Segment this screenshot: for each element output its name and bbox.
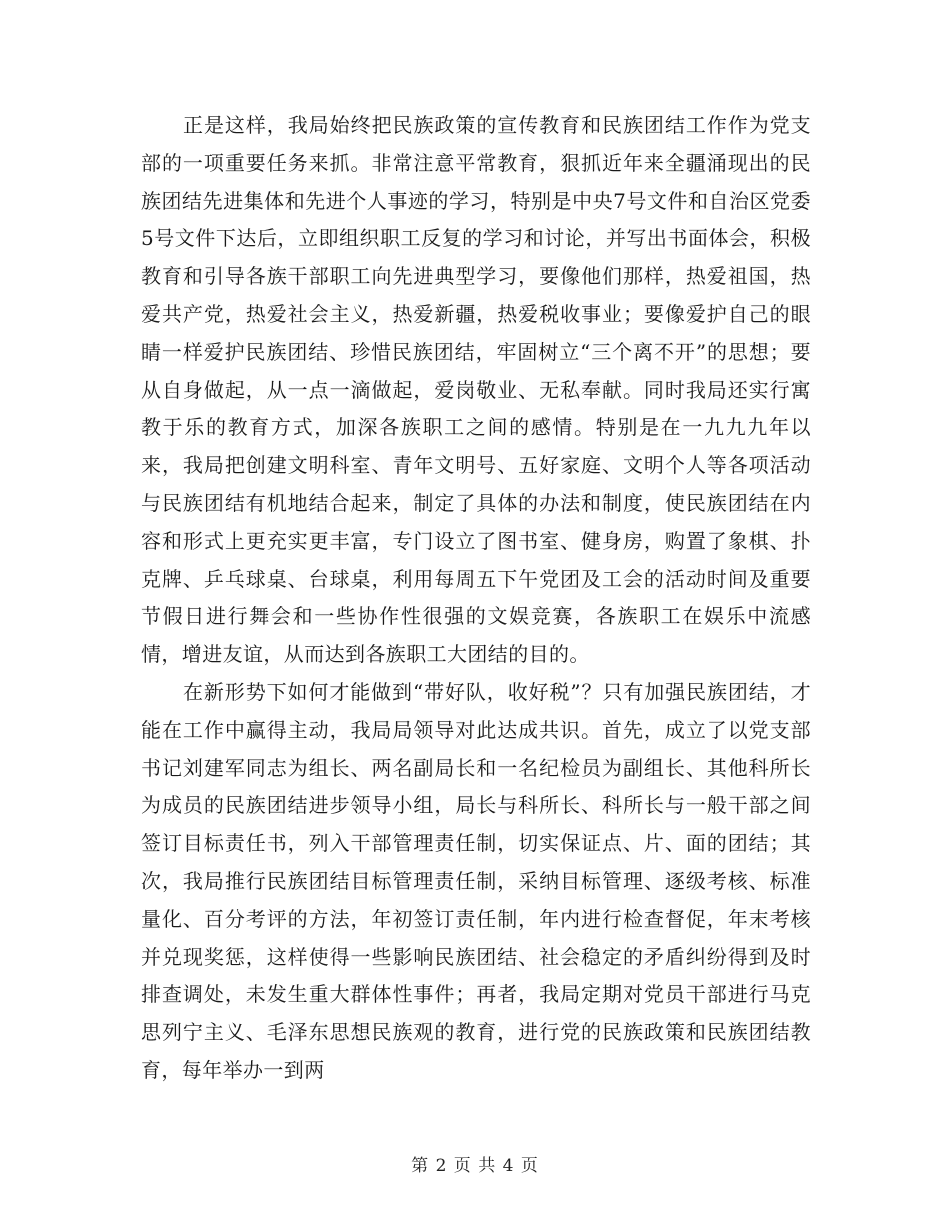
body-paragraph: 在新形势下如何才能做到“带好队，收好税”？只有加强民族团结，才能在工作中赢得主动，我局局领导对此达成共识。首先，成立了以党支部书记刘建军同志为组长、两名副局长和一名纪检员为副组长、其他科所长为成员的民族团结进步领导小组，局长与科所长、科所长与一般干部之间签订目标责任书，列入干部管理责任制，切实保证点、片、面的团结；其次，我局推行民族团结目标管理责任制，采纳目标管理、逐级考核、标准量化、百分考评的方法，年初签订责任制，年内进行检查督促，年末考核并兑现奖惩，这样使得一些影响民族团结、社会稳定的矛盾纠纷得到及时排查调处，未发生重大群体性事件；再者，我局定期对党员干部进行马克思列宁主义、毛泽东思想民族观的教育，进行党的民族政策和民族团结教育，每年举办一到两 bbox=[141, 679, 811, 1082]
page-number-footer: 第 2 页 共 4 页 bbox=[411, 1156, 539, 1176]
body-paragraph: 正是这样，我局始终把民族政策的宣传教育和民族团结工作作为党支部的一项重要任务来抓。非常注意平常教育，狠抓近年来全疆涌现出的民族团结先进集体和先进个人事迹的学习，特别是中央7号文件和自治区党委5号文件下达后，立即组织职工反复的学习和讨论，并写出书面体会，积极教育和引导各族干部职工向先进典型学习，要像他们那样，热爱祖国，热爱共产党，热爱社会主义，热爱新疆，热爱税收事业；要像爱护自己的眼睛一样爱护民族团结、珍惜民族团结，牢固树立“三个离不开”的思想；要从自身做起，从一点一滴做起，爱岗敬业、无私奉献。同时我局还实行寓教于乐的教育方式，加深各族职工之间的感情。特别是在一九九九年以来，我局把创建文明科室、青年文明号、五好家庭、文明个人等各项活动与民族团结有机地结合起来，制定了具体的办法和制度，使民族团结在内容和形式上更充实更丰富，专门设立了图书室、健身房，购置了象棋、扑克牌、乒乓球桌、台球桌，利用每周五下午党团及工会的活动时间及重要节假日进行舞会和一些协作性很强的文娱竞赛，各族职工在娱乐中流感情，增进友谊，从而达到各族职工大团结的目的。 bbox=[141, 113, 811, 667]
document-body bbox=[141, 107, 811, 1090]
